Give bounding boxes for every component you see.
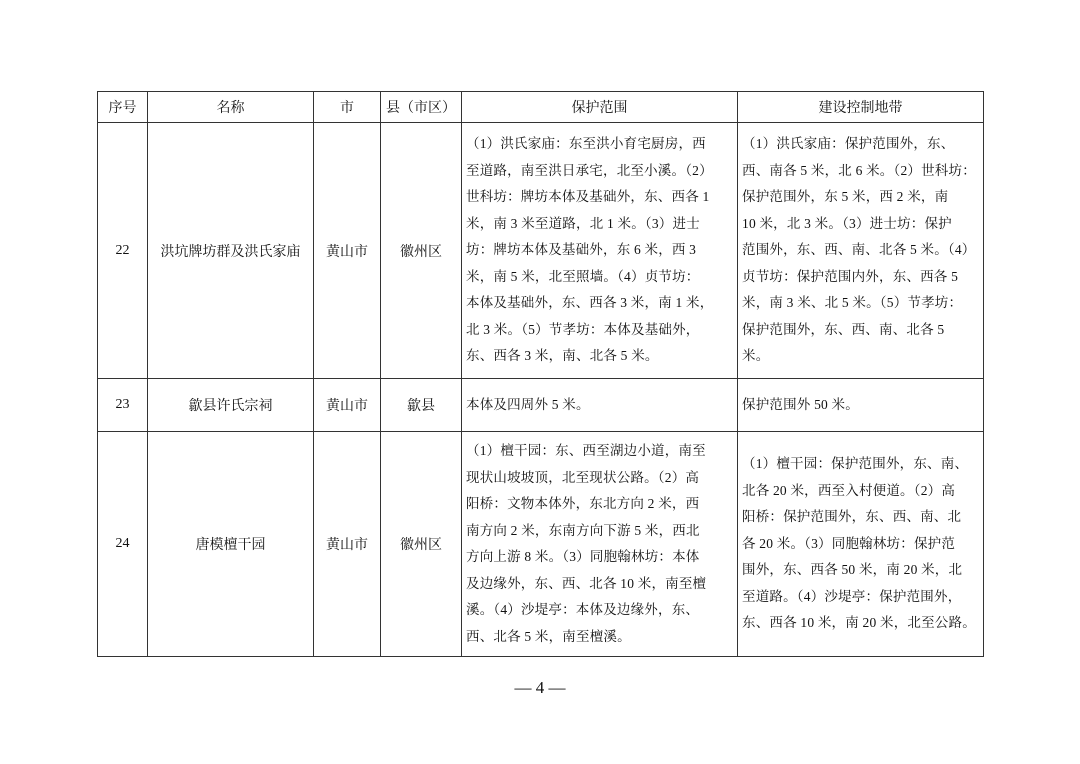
row-index: 23	[98, 379, 148, 432]
row-protection-scope: 本体及四周外 5 米。	[462, 379, 738, 432]
page-number: — 4 —	[514, 678, 566, 697]
row-city: 黄山市	[314, 123, 381, 379]
row-county: 徽州区	[381, 432, 462, 657]
row-name: 洪坑牌坊群及洪氏家庙	[148, 123, 314, 379]
row-county: 歙县	[381, 379, 462, 432]
header-name: 名称	[148, 92, 314, 123]
header-county: 县（市区）	[381, 92, 462, 123]
header-index: 序号	[98, 92, 148, 123]
row-index: 22	[98, 123, 148, 379]
row-county: 徽州区	[381, 123, 462, 379]
row-protection-scope: （1）檀干园：东、西至湖边小道，南至 现状山坡坡顶，北至现状公路。（2）高 阳桥：文物本体外，东北方向 2 米，西 南方向 2 米，东南方向下游 5 米，西北 方向上游 8 米。（3）同胞翰林坊：本体 及边缘外，东、西、北各 10 米，南至檀 溪。（4）沙堤亭：本体及边缘外，东、 西、北各 5 米，南至檀溪。	[462, 432, 738, 657]
row-control-zone: （1）檀干园：保护范围外，东、南、 北各 20 米，西至入村便道。（2）高 阳桥：保护范围外，东、西、南、北 各 20 米。（3）同胞翰林坊：保护范 围外，东、西各 50 米，南 20 米，北 至道路。（4）沙堤亭：保护范围外， 东、西各 10 米，南 20 米，北至公路。	[738, 432, 984, 657]
row-index: 24	[98, 432, 148, 657]
row-city: 黄山市	[314, 432, 381, 657]
row-control-zone: 保护范围外 50 米。	[738, 379, 984, 432]
header-control-zone: 建设控制地带	[738, 92, 984, 123]
table-row	[98, 123, 984, 379]
header-protection-scope: 保护范围	[462, 92, 738, 123]
row-protection-scope: （1）洪氏家庙：东至洪小育宅厨房，西 至道路，南至洪日承宅，北至小溪。（2） 世科坊：牌坊本体及基础外，东、西各 1 米，南 3 米至道路，北 1 米。（3）进士 坊：牌坊本体及基础外，东 6 米，西 3 米，南 5 米，北至照墙。（4）贞节坊： 本体及基础外，东、西各 3 米，南 1 米， 北 3 米。（5）节孝坊：本体及基础外， 东、西各 3 米，南、北各 5 米。	[462, 123, 738, 379]
row-city: 黄山市	[314, 379, 381, 432]
table-row	[98, 432, 984, 657]
header-city: 市	[314, 92, 381, 123]
table-header-row	[98, 92, 984, 123]
heritage-table	[97, 91, 984, 657]
row-control-zone: （1）洪氏家庙：保护范围外，东、 西、南各 5 米，北 6 米。（2）世科坊： 保护范围外，东 5 米，西 2 米，南 10 米，北 3 米。（3）进士坊：保护 范围外，东、西、南、北各 5 米。（4） 贞节坊：保护范围内外，东、西各 5 米，南 3 米、北 5 米。（5）节孝坊： 保护范围外，东、西、南、北各 5 米。	[738, 123, 984, 379]
row-name: 歙县许氏宗祠	[148, 379, 314, 432]
row-name: 唐模檀干园	[148, 432, 314, 657]
table-row	[98, 379, 984, 432]
